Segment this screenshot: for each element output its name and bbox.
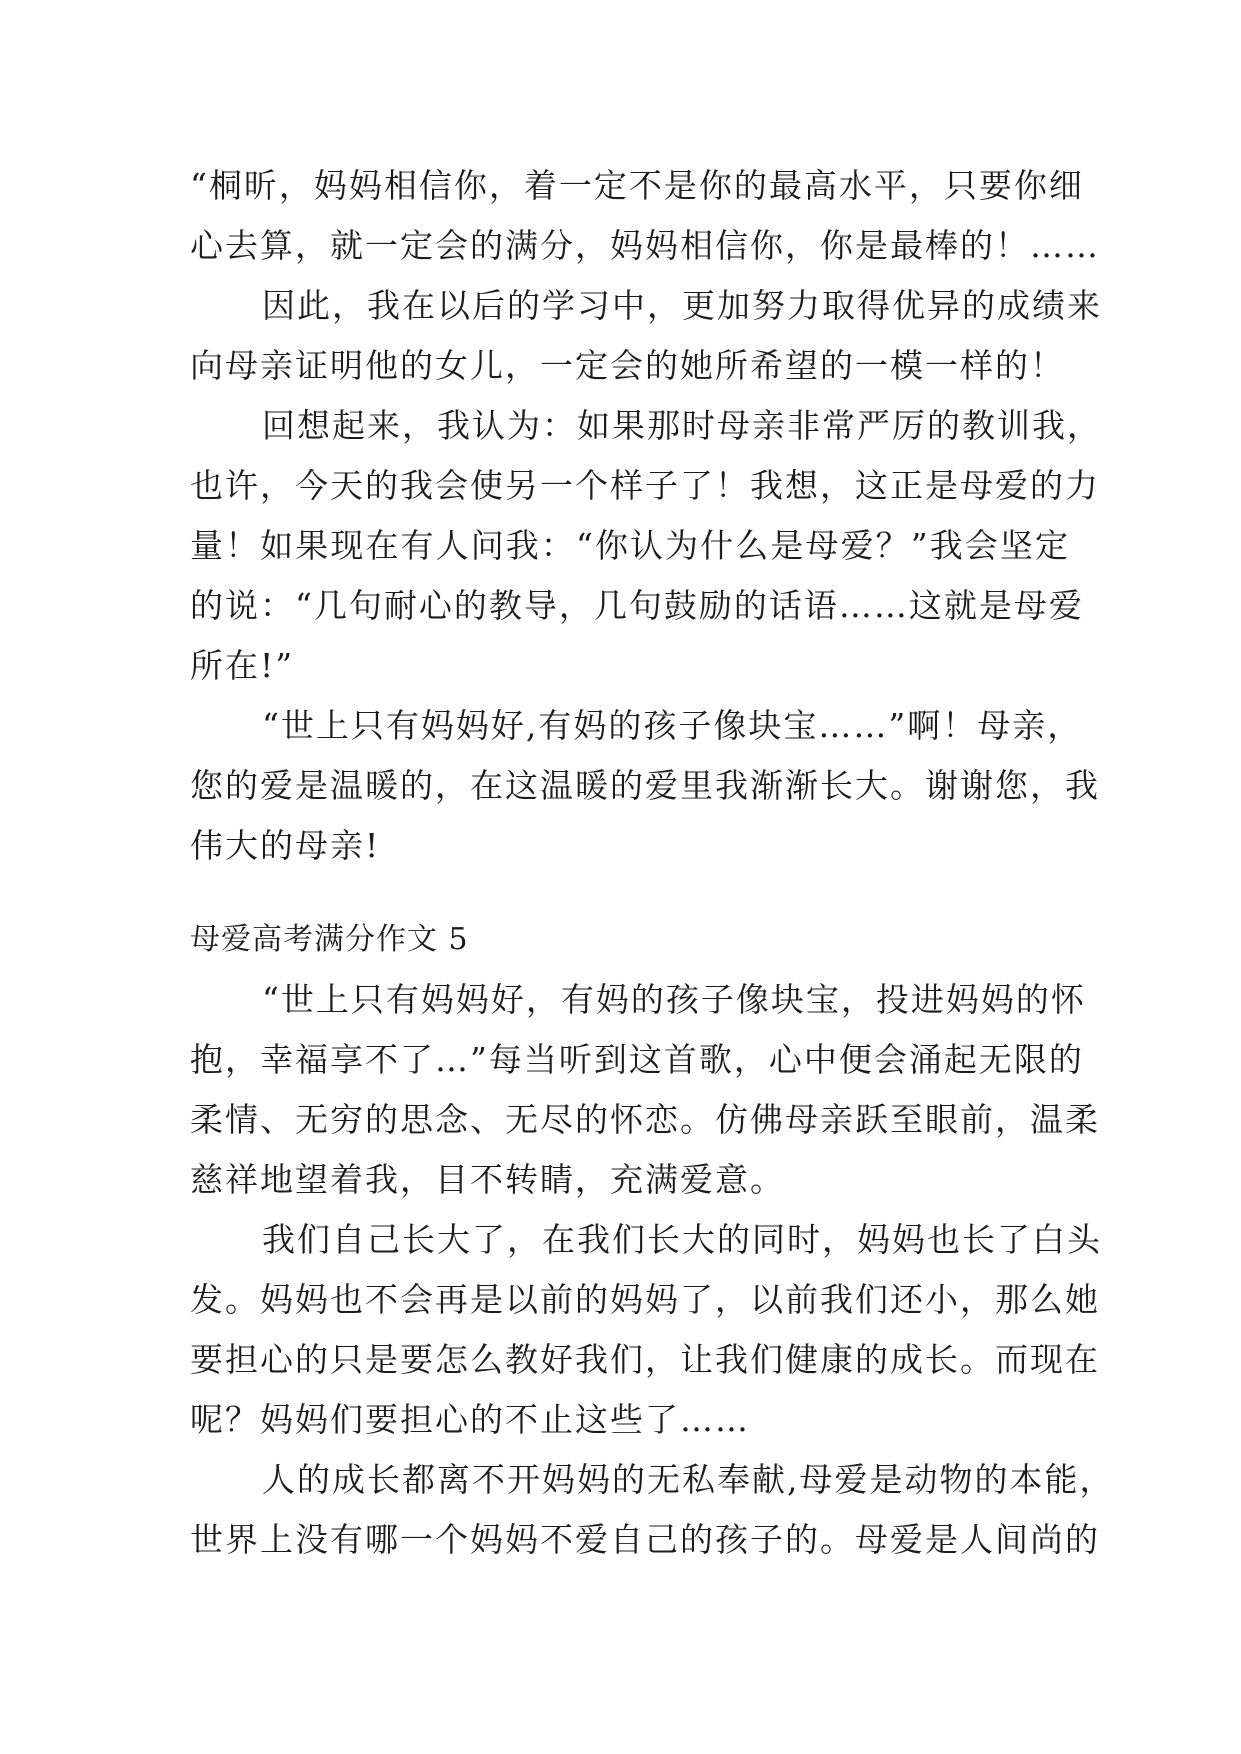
paragraph-4-line-3: 伟大的母亲!	[190, 826, 381, 865]
paragraph-1-line-1: “桐昕，妈妈相信你，着一定不是你的最高水平，只要你细	[190, 166, 1084, 205]
paragraph-6-line-2: 发。妈妈也不会再是以前的妈妈了，以前我们还小，那么她	[190, 1280, 1100, 1319]
paragraph-2-line-2: 向母亲证明他的女儿，一定会的她所希望的一模一样的！	[190, 346, 1065, 385]
paragraph-1-line-2: 心去算，就一定会的满分，妈妈相信你，你是最棒的！……	[190, 226, 1100, 265]
paragraph-2-line-1: 因此，我在以后的学习中，更加努力取得优异的成绩来	[262, 286, 1102, 325]
paragraph-5-line-2: 抱，幸福享不了…”每当听到这首歌，心中便会涌起无限的	[190, 1040, 1084, 1079]
paragraph-3-line-1: 回想起来，我认为：如果那时母亲非常严厉的教训我，	[262, 406, 1102, 445]
section-heading: 母爱高考满分作文 5	[190, 922, 469, 957]
paragraph-4-line-1: “世上只有妈妈好,有妈的孩子像块宝……”啊！母亲，	[262, 706, 1083, 745]
paragraph-3-line-5: 所在!”	[190, 646, 295, 685]
paragraph-6-line-1: 我们自己长大了，在我们长大的同时，妈妈也长了白头	[262, 1220, 1102, 1259]
paragraph-4-line-2: 您的爱是温暖的，在这温暖的爱里我渐渐长大。谢谢您，我	[190, 766, 1100, 805]
paragraph-7-line-2: 世界上没有哪一个妈妈不爱自己的孩子的。母爱是人间尚的	[190, 1520, 1100, 1559]
paragraph-3-line-4: 的说：“几句耐心的教导，几句鼓励的话语……这就是母爱	[190, 586, 1084, 625]
paragraph-5-line-3: 柔情、无穷的思念、无尽的怀恋。仿佛母亲跃至眼前，温柔	[190, 1100, 1100, 1139]
paragraph-3-line-3: 量！如果现在有人问我：“你认为什么是母爱？”我会坚定	[190, 526, 1070, 565]
paragraph-6-line-4: 呢？妈妈们要担心的不止这些了……	[190, 1400, 750, 1439]
paragraph-3-line-2: 也许，今天的我会使另一个样子了！我想，这正是母爱的力	[190, 466, 1100, 505]
paragraph-5-line-4: 慈祥地望着我，目不转睛，充满爱意。	[190, 1160, 785, 1199]
paragraph-5-line-1: “世上只有妈妈好，有妈的孩子像块宝，投进妈妈的怀	[262, 980, 1086, 1019]
paragraph-7-line-1: 人的成长都离不开妈妈的无私奉献,母爱是动物的本能，	[262, 1460, 1115, 1499]
paragraph-6-line-3: 要担心的只是要怎么教好我们，让我们健康的成长。而现在	[190, 1340, 1100, 1379]
